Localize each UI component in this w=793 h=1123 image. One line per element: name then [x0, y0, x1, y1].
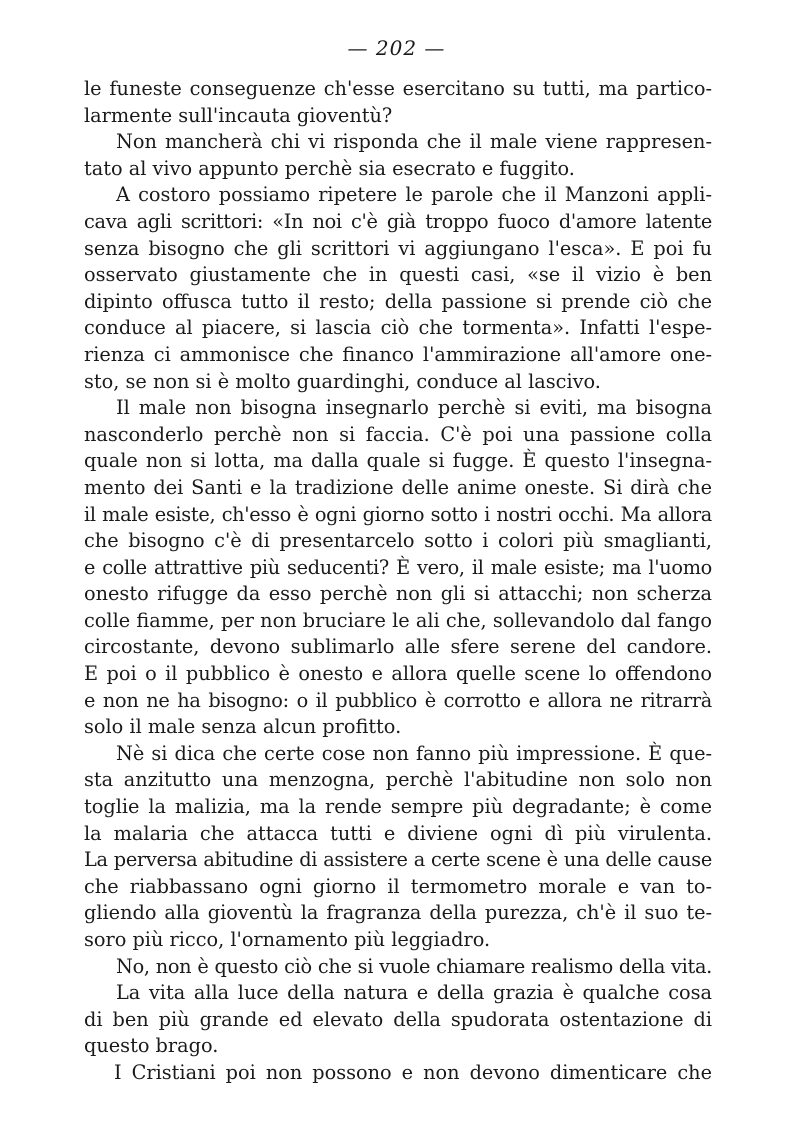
- text-line: le funeste conseguenze ch'esse esercitano su tutti, ma partico-: [84, 77, 712, 100]
- text-line: A costoro possiamo ripetere le parole che il Manzoni appli-: [116, 183, 712, 207]
- page-number: — 202 —: [347, 36, 446, 60]
- text-line: soro più ricco, l'ornamento più leggiadro.: [84, 928, 491, 951]
- text-line: solo il male senza alcun profitto.: [84, 715, 402, 739]
- text-line: che riabbassano ogni giorno il termometro morale e van to-: [84, 874, 712, 898]
- text-line: No, non è questo ciò che si vuole chiamare realismo della vita.: [116, 954, 712, 978]
- text-line: mento dei Santi e la tradizione delle anime oneste. Si dirà che: [84, 475, 712, 499]
- text-line: Non mancherà chi vi risponda che il male viene rappresen-: [116, 130, 712, 154]
- text-line: onesto rifugge da esso perchè non gli si attacchi; non scherza: [84, 582, 712, 606]
- body-text: [84, 76, 712, 1087]
- text-line: senza bisogno che gli scrittori vi aggiungano l'esca». E poi fu: [84, 236, 712, 260]
- text-line: dipinto offusca tutto il resto; della passione si prende ciò che: [84, 289, 712, 313]
- text-line: sto, se non si è molto guardinghi, conduce al lascivo.: [84, 369, 601, 393]
- text-line: I Cristiani poi non possono e non devono dimenticare che: [114, 1060, 712, 1084]
- text-line: La vita alla luce della natura e della grazia è qualche cosa: [116, 981, 712, 1005]
- text-line: il male esiste, ch'esso è ogni giorno sotto i nostri occhi. Ma allora: [84, 502, 712, 526]
- text-line: di ben più grande ed elevato della spudorata ostentazione di: [84, 1007, 712, 1031]
- text-line: Il male non bisogna insegnarlo perchè si eviti, ma bisogna: [116, 396, 712, 420]
- text-line: circostante, devono sublimarlo alle sfere serene del candore.: [84, 635, 712, 659]
- text-line: la malaria che attacca tutti e diviene ogni dì più virulenta.: [84, 821, 712, 845]
- text-line: quale non si lotta, ma dalla quale si fugge. È questo l'insegna-: [84, 449, 712, 473]
- text-line: nasconderlo perchè non si faccia. C'è poi una passione colla: [84, 422, 712, 446]
- text-line: larmente sull'incauta gioventù?: [84, 103, 393, 127]
- text-line: e colle attrattive più seducenti? È vero, il male esiste; ma l'uomo: [84, 555, 712, 579]
- text-line: che bisogno c'è di presentarcelo sotto i colori più smaglianti,: [84, 529, 712, 553]
- text-line: rienza ci ammonisce che financo l'ammirazione all'amore one-: [84, 342, 712, 366]
- text-line: La perversa abitudine di assistere a certe scene è una delle cause: [84, 848, 712, 872]
- text-line: sta anzitutto una menzogna, perchè l'abitudine non solo non: [84, 768, 712, 792]
- text-line: E poi o il pubblico è onesto e allora quelle scene lo offendono: [84, 662, 712, 686]
- text-line: cava agli scrittori: «In noi c'è già troppo fuoco d'amore latente: [84, 209, 712, 233]
- text-line: colle fiamme, per non bruciare le ali che, sollevandolo dal fango: [84, 608, 712, 632]
- text-line: tato al vivo appunto perchè sia esecrato e fuggito.: [84, 156, 575, 180]
- text-line: Nè si dica che certe cose non fanno più impressione. È que-: [116, 741, 712, 765]
- text-line: e non ne ha bisogno: o il pubblico è corrotto e allora ne ritrarrà: [84, 688, 712, 712]
- text-line: questo brago.: [84, 1034, 219, 1058]
- text-line: osservato giustamente che in questi casi, «se il vizio è ben: [84, 263, 712, 287]
- text-line: gliendo alla gioventù la fragranza della purezza, ch'è il suo te-: [84, 901, 712, 925]
- text-line: toglie la malizia, ma la rende sempre più degradante; è come: [84, 795, 712, 819]
- text-line: conduce al piacere, si lascia ciò che tormenta». Infatti l'espe-: [84, 316, 712, 340]
